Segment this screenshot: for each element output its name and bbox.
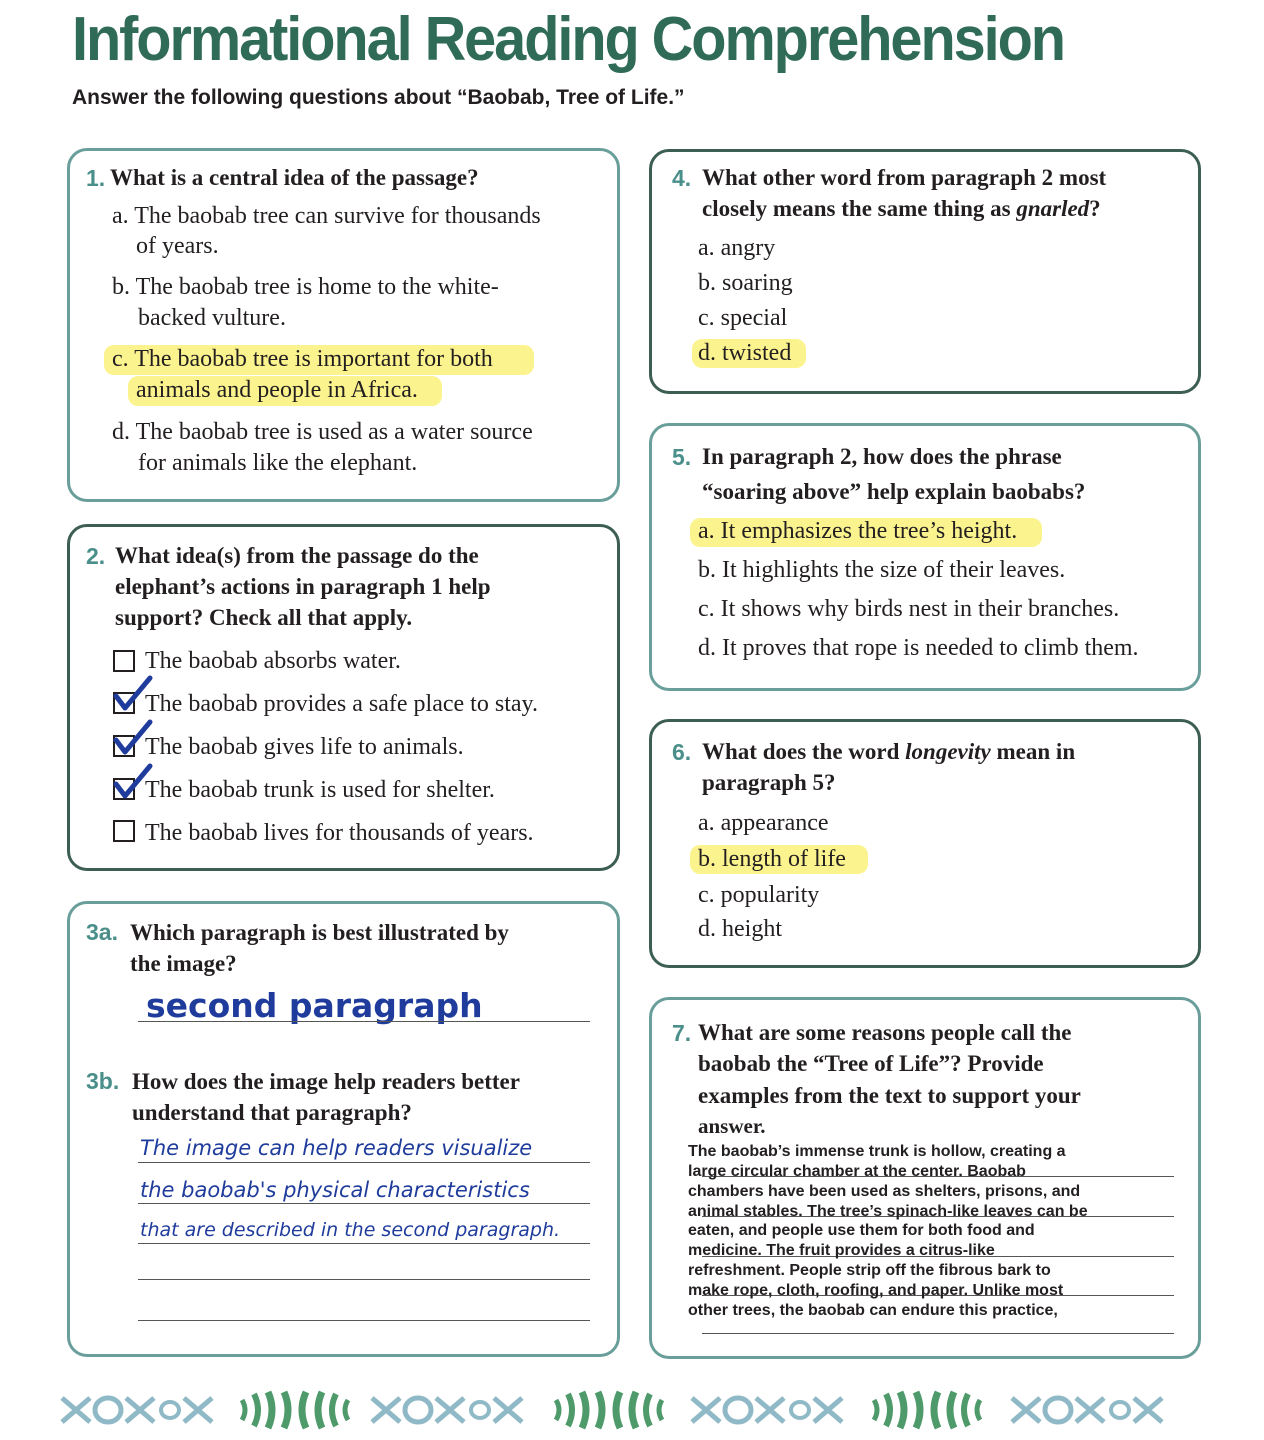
question-2-line3: support? Check all that apply. [115,605,413,630]
page-title: Informational Reading Comprehension [72,5,1064,74]
q3b-answer-line-3: that are described in the second paragraph. [140,1219,561,1241]
q5-option-d[interactable]: d. It proves that rope is needed to climb them. [698,635,1139,661]
q5-option-c[interactable]: c. It shows why birds nest in their branches. [698,596,1120,622]
question-3a-line2: the image? [130,951,237,976]
q7-answer-line-8: make rope, cloth, roofing, and paper. Unlike most [688,1282,1064,1299]
question-6-line1: What does the word longevity mean in [702,739,1076,764]
question-2-line2: elephant’s actions in paragraph 1 help [115,574,491,599]
q2-checkbox-1[interactable] [113,650,135,672]
question-3b-line2: understand that paragraph? [132,1100,412,1125]
q1-option-a-line1[interactable]: a. The baobab tree can survive for thousands [112,203,541,229]
q6-option-c[interactable]: c. popularity [698,882,820,908]
q7-answer-rule-5 [702,1333,1174,1334]
q3a-handwritten-answer: second paragraph [146,986,483,1025]
question-3b-line1: How does the image help readers better [132,1069,520,1094]
q1-option-a-line2[interactable]: of years. [136,233,219,259]
question-3a-number: 3a. [86,919,118,945]
question-4-line2: closely means the same thing as gnarled? [702,196,1101,221]
question-1-text: What is a central idea of the passage? [110,165,479,190]
q4-option-d[interactable]: d. twisted [698,340,792,366]
q1-option-c-line1[interactable]: c. The baobab tree is important for both [112,346,493,372]
decorative-border-icon [60,1390,1200,1430]
question-7-number: 7. [672,1020,692,1046]
question-3b-number: 3b. [86,1068,120,1094]
checkmark-icon [108,760,158,810]
q7-answer-line-6: medicine. The fruit provides a citrus-like [688,1242,995,1259]
q7-answer-line-2: large circular chamber at the center. Baobab [688,1163,1026,1180]
page-subtitle: Answer the following questions about “Baobab, Tree of Life.” [72,86,685,109]
q4-option-b[interactable]: b. soaring [698,270,793,296]
question-7-line1: What are some reasons people call the [698,1020,1072,1045]
q2-choice-3-label: The baobab gives life to animals. [145,734,464,760]
q3b-answer-line-rule-5 [138,1320,590,1321]
q4-option-c[interactable]: c. special [698,305,788,331]
q3b-answer-line-rule-3 [138,1243,590,1244]
q7-answer-line-4: animal stables. The tree’s spinach-like leaves can be [688,1203,1088,1220]
question-7-line3: examples from the text to support your [698,1083,1081,1108]
q6-option-b[interactable]: b. length of life [698,846,846,872]
checkmark-icon [108,716,158,766]
q3b-answer-line-rule-2 [138,1203,590,1204]
q1-option-d-line1[interactable]: d. The baobab tree is used as a water source [112,419,533,445]
question-5-number: 5. [672,444,692,470]
q1-option-d-line2[interactable]: for animals like the elephant. [138,450,418,476]
q2-choice-1-label: The baobab absorbs water. [145,648,401,674]
q4-option-a[interactable]: a. angry [698,235,776,261]
checkmark-icon [108,672,158,722]
q3b-answer-line-2: the baobab's physical characteristics [140,1178,530,1202]
q1-option-b-line1[interactable]: b. The baobab tree is home to the white- [112,274,499,300]
q2-choice-4-label: The baobab trunk is used for shelter. [145,777,495,803]
question-1-number: 1. [86,165,106,191]
q6-option-a[interactable]: a. appearance [698,810,829,836]
question-7-line2: baobab the “Tree of Life”? Provide [698,1051,1044,1076]
q3b-answer-line-rule-1 [138,1162,590,1163]
q3b-answer-line-1: The image can help readers visualize [140,1136,533,1160]
question-7-line4: answer. [698,1114,766,1138]
question-4-number: 4. [672,165,692,191]
question-5-line2: “soaring above” help explain baobabs? [702,479,1086,504]
q3a-answer-line [138,1021,590,1022]
question-5-line1: In paragraph 2, how does the phrase [702,444,1062,469]
q7-answer-line-9: other trees, the baobab can endure this practice, [688,1302,1058,1319]
q1-option-b-line2[interactable]: backed vulture. [138,305,286,331]
q7-answer-line-5: eaten, and people use them for both food and [688,1222,1035,1239]
q7-answer-line-3: chambers have been used as shelters, prisons, and [688,1183,1081,1200]
q5-option-a[interactable]: a. It emphasizes the tree’s height. [698,518,1018,544]
q7-answer-line-1: The baobab’s immense trunk is hollow, creating a [688,1143,1066,1160]
q3b-answer-line-rule-4 [138,1279,590,1280]
q5-option-b[interactable]: b. It highlights the size of their leaves. [698,557,1066,583]
q6-option-d[interactable]: d. height [698,916,782,942]
question-6-number: 6. [672,739,692,765]
q7-answer-line-7: refreshment. People strip off the fibrous bark to [688,1262,1051,1279]
question-2-line1: What idea(s) from the passage do the [115,543,479,568]
q2-choice-2-label: The baobab provides a safe place to stay. [145,691,538,717]
question-2-number: 2. [86,543,106,569]
q1-option-c-line2[interactable]: animals and people in Africa. [136,377,418,403]
q2-choice-5-label: The baobab lives for thousands of years. [145,820,534,846]
question-6-line2: paragraph 5? [702,770,836,795]
question-4-line1: What other word from paragraph 2 most [702,165,1107,190]
question-3a-line1: Which paragraph is best illustrated by [130,920,509,945]
q2-checkbox-5[interactable] [113,820,135,842]
